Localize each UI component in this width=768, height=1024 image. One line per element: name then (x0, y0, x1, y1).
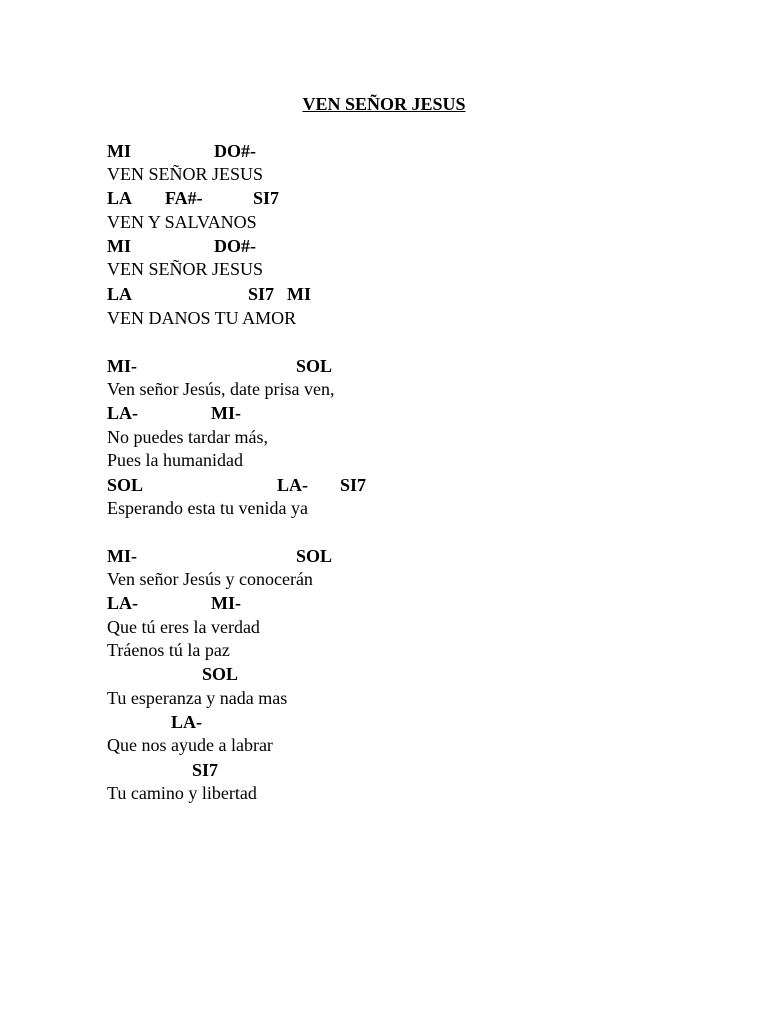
lyric-line: VEN SEÑOR JESUS (107, 164, 264, 184)
chord: LA (107, 284, 133, 304)
chord: SI7 (248, 284, 275, 304)
chord: FA#- (165, 188, 203, 208)
lyric-line: Tráenos tú la paz (107, 640, 230, 660)
chord: SOL (296, 546, 333, 566)
lyric-line: Ven señor Jesús y conocerán (107, 569, 313, 589)
chord: MI (107, 141, 131, 161)
chord: DO#- (214, 141, 256, 161)
lyric-line: VEN Y SALVANOS (107, 212, 257, 232)
chord: SI7 (253, 188, 280, 208)
lyric-line: Que tú eres la verdad (107, 617, 260, 637)
lyric-line: Ven señor Jesús, date prisa ven, (107, 379, 335, 399)
chord: SOL (107, 475, 144, 495)
chord: LA (107, 188, 133, 208)
lyric-line: Tu esperanza y nada mas (107, 688, 288, 708)
chord: MI (287, 284, 311, 304)
lyric-line: Pues la humanidad (107, 450, 243, 470)
chord: MI- (107, 356, 137, 376)
lyric-line: No puedes tardar más, (107, 427, 268, 447)
lyric-line: Tu camino y libertad (107, 783, 257, 803)
lyric-line: Que nos ayude a labrar (107, 735, 273, 755)
chord: MI- (107, 546, 137, 566)
chord: SI7 (192, 760, 219, 780)
lyric-line: VEN SEÑOR JESUS (107, 259, 264, 279)
chord: MI- (211, 593, 241, 613)
chord: SOL (296, 356, 333, 376)
lyric-line: VEN DANOS TU AMOR (107, 308, 297, 328)
chord: MI- (211, 403, 241, 423)
chord: LA- (107, 403, 138, 423)
chord: LA- (171, 712, 202, 732)
song-title: VEN SEÑOR JESUS (302, 94, 466, 114)
lyric-line: Esperando esta tu venida ya (107, 498, 308, 518)
chord: MI (107, 236, 131, 256)
chord: DO#- (214, 236, 256, 256)
chord: LA- (107, 593, 138, 613)
chord: LA- (277, 475, 308, 495)
chord: SI7 (340, 475, 367, 495)
chord: SOL (202, 664, 239, 684)
